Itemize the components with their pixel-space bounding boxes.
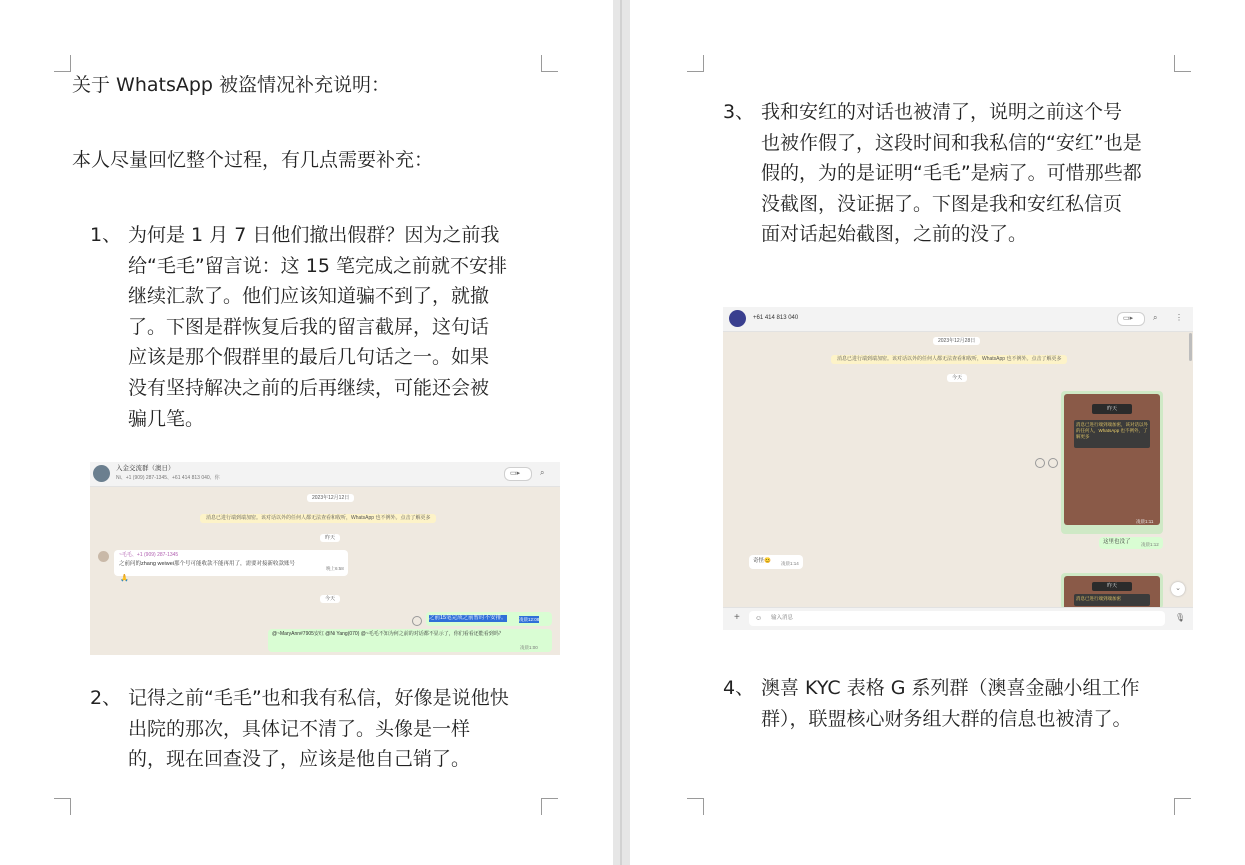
item-3-paragraph [761,97,1142,250]
search-icon[interactable]: ⌕ [540,468,545,477]
margin-corner-bottom-right [541,798,558,815]
outgoing-message-time: 凌晨1:12 [1141,542,1159,547]
message-input-bar [723,607,1193,630]
image-attachment[interactable] [1064,394,1160,525]
highlighted-message-text: 之前15笔完成之前暂时不安排。 [429,615,507,621]
item-2-paragraph [128,683,509,775]
sender-name: ~毛毛、+1 (909) 287-1345 [119,552,179,558]
more-options-icon[interactable]: ⋮ [1175,313,1183,322]
incoming-message[interactable] [749,555,803,569]
margin-corner-bottom-right [1174,798,1191,815]
card-text: 消息已进行端到端加密，该对话以外的任何人，WhatsApp 也不例外，了解更多 [1074,420,1150,448]
outgoing-message[interactable] [1099,537,1163,549]
item-1-line: 为何是 1 月 7 日他们撤出假群？因为之前我 [128,224,500,246]
reaction-emoji-icon: 🙏 [120,575,129,582]
item-2-line: 记得之前“毛毛”也和我有私信，好像是说他快 [128,687,509,709]
forward-icon[interactable] [412,616,422,626]
outgoing-message-text: 这里也没了 [1103,539,1131,545]
date-pill: 2023年12月12日 [307,494,354,502]
margin-corner-bottom-left [54,798,71,815]
item-3-line: 没截图，没证据了。下图是我和安红私信页 [761,192,1123,215]
image-attachment-2[interactable] [1064,576,1160,609]
incoming-message-text: 之前问的zhang weiwei那个号可能收款不能再用了，需要对接新收款账号 [119,561,296,567]
image-message[interactable] [1061,391,1163,534]
group-chat-screenshot [90,462,560,655]
document-page-right [630,0,1245,865]
item-4-line: 群），联盟核心财务组大群的信息也被清了。 [761,707,1132,730]
document-page-left [0,0,613,865]
private-chat-screenshot [723,307,1193,630]
item-3-line: 假的，为的是证明“毛毛”是病了。可惜那些都 [761,162,1142,185]
item-3-line: 也被作假了，这段时间和我私信的“安红”也是 [761,131,1142,154]
emoji-icon[interactable]: ☺ [755,615,763,622]
margin-corner-bottom-left [687,798,704,815]
margin-corner-top-right [1174,55,1191,72]
item-1-line: 骗几笔。 [128,407,205,430]
attach-plus-icon[interactable]: + [734,612,740,623]
item-1-line: 应该是那个假群里的最后几句话之一。如果 [128,346,490,369]
margin-corner-top-left [687,55,704,72]
item-number-2: 2、 [90,687,122,709]
image-message-2[interactable] [1061,573,1163,609]
item-number-4: 4、 [723,677,755,699]
microphone-icon[interactable]: 🎙 [1175,613,1186,622]
card-title: 昨天 [1092,404,1132,414]
group-name: 入金交流群（澳日） [116,465,175,472]
video-icon: ▭▸ [510,470,521,477]
video-call-button[interactable] [1117,312,1145,326]
outgoing-message-text: @~MaryAnn#7905安红 @Ni Yang(070) @~毛毛不知为何之前的对话都不显示了，你们看看还能看到吗？ [272,631,504,637]
item-4-line: 澳喜 KYC 表格 G 系列群（澳喜金融小组工作 [761,677,1140,699]
card-text: 消息已进行端到端加密 [1074,594,1150,606]
item-1-line: 没有坚持解决之前的后再继续，可能还会被 [128,376,490,399]
item-3-line: 我和安红的对话也被清了，说明之前这个号 [761,101,1123,123]
encryption-notice[interactable]: 消息已进行端到端加密。该对话以外的任何人都无法查看和收听，WhatsApp 也不例外。点击了解更多 [831,355,1067,364]
group-members: Ni、+1 (909) 287-1345、+61 414 813 040、你 [116,475,220,481]
today-pill: 今天 [320,595,340,603]
document-intro: 本人尽量回忆整个过程，有几点需要补充： [72,149,434,171]
forward-icon[interactable] [1035,458,1045,468]
encryption-notice[interactable]: 消息已进行端到端加密。该对话以外的任何人都无法查看和收听，WhatsApp 也不例外。点击了解更多 [200,514,436,523]
today-pill: 今天 [947,374,967,382]
chat-header [723,307,1193,332]
item-4-paragraph [761,673,1140,734]
outgoing-message-highlighted[interactable] [426,612,552,626]
video-icon: ▭▸ [1123,315,1134,322]
outgoing-message[interactable] [268,629,552,652]
item-number-3: 3、 [723,101,755,123]
page-divider [620,0,622,865]
video-call-button[interactable] [504,467,532,481]
item-2-line: 出院的那次，具体记不清了。头像是一样 [128,717,471,740]
date-pill: 2023年12月28日 [933,337,980,345]
item-1-line: 继续汇款了。他们应该知道骗不到了，就撤 [128,285,490,308]
item-1-line: 给“毛毛”留言说：这 15 笔完成之前就不安排 [128,254,507,277]
item-3-line: 面对话起始截图，之前的没了。 [761,223,1028,246]
document-title: 关于 WhatsApp 被盗情况补充说明： [72,74,391,96]
item-number-1: 1、 [90,224,122,246]
incoming-message-text: 奇怪😊 [753,558,771,564]
chat-header [90,462,560,487]
scroll-down-button[interactable]: ⌄ [1171,582,1185,596]
group-avatar [93,465,110,482]
search-icon[interactable]: ⌕ [1153,313,1158,322]
card-title: 昨天 [1092,582,1132,591]
image-message-time: 凌晨1:11 [1136,519,1154,524]
contact-number: +61 414 813 040 [753,315,799,321]
incoming-message-time: 晚上6:58 [326,566,344,571]
item-2-line: 的，现在回查没了，应该是他自己销了。 [128,748,471,771]
incoming-message[interactable] [114,550,348,576]
outgoing-message-time: 凌晨1:00 [520,645,538,650]
share-icon[interactable] [1048,458,1058,468]
sender-avatar [98,551,109,562]
incoming-message-time: 凌晨1:14 [781,561,799,566]
message-input[interactable] [749,611,1165,626]
margin-corner-top-right [541,55,558,72]
item-1-paragraph [128,220,507,434]
highlighted-message-time: 凌晨12:08 [519,617,540,622]
message-input-placeholder: 输入消息 [771,615,794,621]
scrollbar-thumb[interactable] [1189,333,1192,361]
item-1-line: 了。下图是群恢复后我的留言截屏，这句话 [128,315,490,338]
margin-corner-top-left [54,55,71,72]
contact-avatar [729,310,746,327]
yesterday-pill: 昨天 [320,534,340,542]
